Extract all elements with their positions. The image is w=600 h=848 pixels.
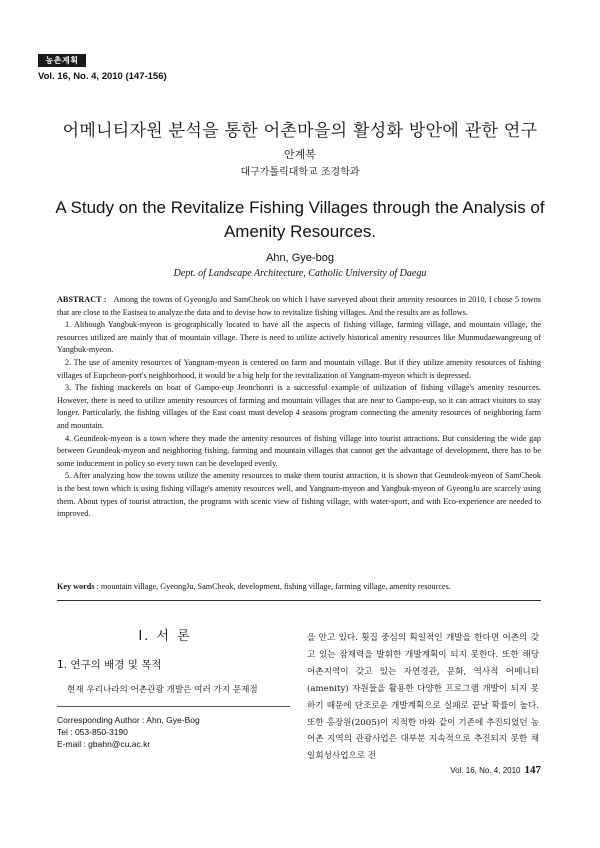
abstract-paragraph: 2. The use of amenity resources of Yangnam-myeon is centered on farm and mountain village. But if they utilize amenity resources of fishing villages of Eupcheon-port's neighborhood, it would be a big help for the revitalization of Yangnam-myeon which is depressed.	[57, 357, 541, 380]
abstract-label: ABSTRACT :	[57, 295, 107, 304]
body-paragraph-left: 현재 우리나라의 어촌관광 개발은 여러 가지 문제점	[67, 685, 258, 695]
keywords-text: : mountain village, GyeongJu, SamCheok, development, fishing village, farming village, amenity resources.	[96, 582, 451, 591]
corresponding-email: E-mail : gbahn@cu.ac.kr	[57, 738, 151, 749]
footer-volume: Vol. 16, No. 4, 2010	[450, 766, 521, 775]
abstract-paragraph: 4. Geundeok-myeon is a town where they made the amenity resources of fishing village into tourist attractions. But considering the wide gap between Geundeok-myeon and neighboring fishing, farming and mountain villages that cannot get the advantage of development, there has to be some inducement in policy so every town can be developed evenly.	[57, 433, 541, 468]
english-author: Ahn, Gye-bog	[266, 252, 334, 264]
keywords	[57, 582, 541, 591]
volume-line: Vol. 16, No. 4, 2010 (147-156)	[38, 71, 167, 82]
abstract-paragraph: 1. Although Yangbuk-myeon is geographically located to have all the aspects of fishing village, farming village, and mountain village, the resources utilized are mainly that of mountain village. There is need to utilize actively historical amenity resources like Munmudaewangreung of Yangbuk-myeon.	[57, 320, 541, 355]
english-title: A Study on the Revitalize Fishing Villages through the Analysis of Amenity Resources.	[55, 198, 545, 241]
abstract-paragraph: 3. The fishing mackerels on boat of Gampo-eup Jeonchonri is a successful example of utilization of fishing village's amenity resources. However, there is need to utilize amenity resources of farming and mountain villages that are near to Gampo-eup, so it can attract visitors to stay longer. Particularly, the fishing villages of the East coast must develop 4 seasons program connecting the amenity resources of neighboring farm and mountain.	[57, 383, 541, 430]
corresponding-tel: Tel : 053-850-3190	[57, 726, 128, 737]
subsection-heading: 1. 연구의 배경 및 목적	[57, 659, 162, 671]
page-number: 147	[524, 764, 541, 776]
page-footer	[420, 764, 541, 776]
english-affiliation: Dept. of Landscape Architecture, Catholic University of Daegu	[173, 268, 427, 279]
abstract-paragraph: 5. After analyzing how the towns utilize the amenity resources to make them tourist attraction, it is shown that Geundeok-myeon of SamCheok is the best town which is using fishing village's amenity resources well, and Yangnam-myeon and Yangbuk-myeon of GyeongJu are scarcely using them. About types of tourist attraction, the programs with scenic view of fishing village, with water-sport, and with Eco-experience are needed to improved.	[57, 471, 541, 519]
keywords-label: Key words	[57, 582, 95, 591]
body-paragraph-right: 을 안고 있다. 횟집 중심의 획일적인 개발을 한다면 어촌의 갖고 있는 잠재력을 발휘한 개발계획이 되지 못한다. 또한 해당 어촌지역이 갖고 있는 자연경관, 문화, 역사적 어메니티(amenity) 자원들을 활용한 다양한 프로그램 개발이 되지 못하기 때문에 단조로운 개발계획으로 실패로 끝날 확률이 높다. 또한 홍장원(2005)이 지적한 바와 같이 기존에 추진되었던 농어촌 지역의 관광사업은 대부분 지속적으로 추진되지 못한 채 일회성사업으로 전	[307, 633, 539, 762]
footnote-divider	[57, 706, 290, 707]
section-heading: Ⅰ. 서 론	[138, 629, 192, 644]
abstract-text: Among the towns of GyeongJu and SamCheok on which I have surveyed about their amenity resources in 2010, I chose 5 towns that are close to the Eastsea to analyze the data and to devise how to revitalize fishing villages. And the results are as follows.	[57, 295, 541, 317]
divider	[57, 600, 541, 601]
abstract-paragraph	[57, 294, 541, 319]
correspondence	[57, 715, 200, 750]
corresponding-author: Corresponding Author : Ahn, Gye-Bog	[57, 715, 200, 725]
abstract	[57, 294, 541, 521]
korean-title: 어메니티자원 분석을 통한 어촌마을의 활성화 방안에 관한 연구	[62, 121, 538, 141]
journal-logo: 농촌계획	[38, 54, 86, 67]
korean-affiliation: 대구가톨릭대학교 조경학과	[240, 167, 360, 178]
korean-author: 안계복	[284, 148, 316, 161]
